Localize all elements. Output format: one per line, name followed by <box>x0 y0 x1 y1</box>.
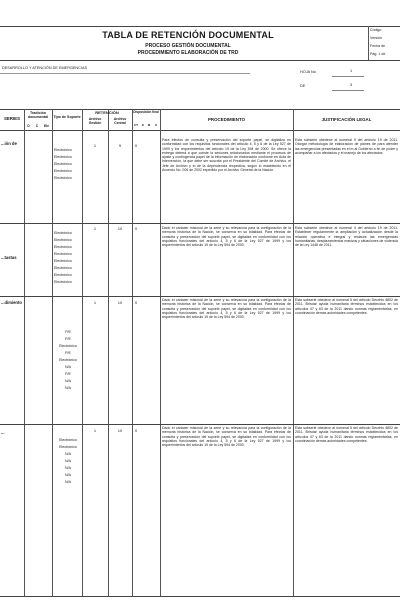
support-item: Electrónico <box>54 266 72 270</box>
col-line <box>52 109 53 596</box>
page-subtitle-2: PROCEDIMIENTO ELABORACIÓN DE TRD <box>137 50 239 56</box>
disposition-mark: X <box>134 300 138 305</box>
de-underline <box>332 90 364 91</box>
support-item: Electrónico <box>54 169 72 173</box>
table-header-rule <box>0 130 400 131</box>
retention-central: 10 <box>117 226 123 231</box>
support-item: Electrónico <box>54 280 72 284</box>
col-header-central: Archivo Central <box>113 117 127 125</box>
series-label: ...ión de <box>1 141 17 146</box>
retention-gestion: 1 <box>93 143 97 148</box>
support-item: N/A <box>65 386 71 390</box>
support-item: N/A <box>65 365 71 369</box>
support-item: N/A <box>65 466 71 470</box>
retention-gestion: 1 <box>93 226 97 231</box>
col-header-tipo: Tipo de Soporte <box>53 115 81 119</box>
procedure-text: Dado el carácter misional de la serie y su relevancia para la configuración de la memoria histórica de la Nación, se conserva en su totalidad. Para efectos de consulta y preservación del soporte papel, se digitaliza en conformidad con los requisitos funcionales del artículo 4, 5 y 6 de la Ley 527 de 1999 y los requerimientos del artículo 19 de la Ley 594 de 2000. <box>162 298 291 320</box>
page-title: TABLA DE RETENCIÓN DOCUMENTAL <box>102 30 274 40</box>
support-item: P/E <box>65 372 71 376</box>
justification-text: Esta subserie obedece al numeral 9 del artículo 19 de 2011. Otorgar metodología de elaboración de planes de para atender las emergencias presentadas en el m al Gobierno a fin de poder y acompañar a los afectados y el manejo de los afectados. <box>295 138 398 155</box>
col-header-disp-ct: CT <box>134 123 138 127</box>
justification-text: Esta subserie obedece al numeral 5 del artículo Decreto 4802 de 2011. Brindar ayuda humanitaria términos establecidos en los artículos 47 y 63 de la 2011 dando normas reglamentarias, en coordinación demás autoridades competentes. <box>295 298 398 315</box>
row-rule <box>0 424 400 425</box>
support-item: Electrónico <box>54 252 72 256</box>
series-label: ...tastas <box>1 255 17 260</box>
support-item: Electrónico <box>54 231 72 235</box>
support-item: N/A <box>65 459 71 463</box>
support-item: Electrónico <box>54 259 72 263</box>
retention-gestion: 1 <box>93 428 97 433</box>
col-line <box>293 109 294 596</box>
retention-central: 10 <box>117 300 123 305</box>
support-item: Electrónico <box>59 438 77 442</box>
support-item: Electrónico <box>54 238 72 242</box>
support-item: Electrónico <box>54 245 72 249</box>
justification-text: Esta subserie obedece al numeral 4 del artículo 19 de 2011. Establecer regularmente la ampliación y actualización desde la relación operativa e integral y restaure las emergencias humanitarias, desplazamientos masivos y situaciones de violencia de la Ley 1448 de 2011. <box>295 226 398 248</box>
series-label: ...dimiento <box>1 300 22 305</box>
support-item: N/A <box>65 480 71 484</box>
support-item: Electrónico <box>59 445 77 449</box>
support-item: Electrónico <box>59 344 77 348</box>
col-header-disp-s: S <box>154 123 157 127</box>
support-item: P/E <box>65 330 71 334</box>
col-line <box>24 109 25 596</box>
col-line <box>82 109 83 596</box>
page-subtitle: PROCESO GESTIÓN DOCUMENTAL <box>145 43 231 49</box>
retention-gestion: 1 <box>93 300 97 305</box>
procedure-text: Dado el carácter misional de la serie y su relevancia para la configuración de la memoria histórica de la Nación, se conserva en su totalidad. Para efectos de consulta y preservación del soporte papel, se digitaliza en conformidad con los requisitos funcionales del artículo 4, 5 y 6 de la Ley 527 de 1999 y los requerimientos del artículo 19 de la Ley 594 de 2000. <box>162 226 291 248</box>
hoja-value: 1 <box>350 69 353 73</box>
support-list <box>54 330 82 393</box>
support-item: Electrónico <box>54 162 72 166</box>
col-header-procedimiento: PROCEDIMIENTO <box>208 117 245 122</box>
col-line <box>108 109 109 596</box>
procedure-text: Para efectos de consulta y preservación del soporte papel, se digitaliza en conformidad con los requisitos funcionales del artículo 4, 5 y 6 de la Ley 527 de 1999 y los requerimientos del artículo 19 de la Ley 594 de 2000. Se ofrece la entrega deberá a que conste la sesiones relacionados mediante el procesos de ajuste y contingencia papel de la información de elaboración conforme en Acta de Intervención, la que debe ser suscrita por el Presidente del Comité de Archivo, el Jefe de Archivo y el de la dependencia respectiva, según lo establecido en el Acuerdo No. 006 de 2002 expedido por el Archivo General de la Nación. <box>162 138 291 173</box>
support-item: P/E <box>65 337 71 341</box>
version-label: Versión <box>370 36 382 40</box>
retention-central: 10 <box>117 428 123 433</box>
support-list <box>54 148 82 183</box>
col-header-gestion: Archivo Gestión <box>88 117 102 125</box>
pagina-label: Pág. 1 de <box>370 52 386 56</box>
col-line <box>132 109 133 596</box>
col-header-disposicion: Disposición final <box>133 110 159 114</box>
support-item: Electrónico <box>54 148 72 152</box>
row-rule <box>0 296 400 297</box>
col-header-trad-ele: Ele <box>43 124 50 128</box>
table-top-rule <box>0 109 400 110</box>
support-item: Electrónico <box>54 273 72 277</box>
retention-central: 9 <box>118 143 122 148</box>
disposition-mark: X <box>134 428 138 433</box>
support-item: P/E <box>65 351 71 355</box>
support-item: Electrónico <box>54 176 72 180</box>
support-item: N/A <box>65 473 71 477</box>
col-line <box>160 109 161 596</box>
support-list <box>54 231 82 287</box>
col-header-disp-m: M <box>147 123 151 127</box>
de-value: 3 <box>350 83 353 87</box>
code-box-divider <box>368 26 369 60</box>
header-top-rule <box>0 26 400 27</box>
header-bottom-rule <box>0 60 400 61</box>
col-header-series: SERIES <box>3 116 21 121</box>
col-header-trad-o: O <box>27 124 30 128</box>
disposition-mark: X <box>134 143 138 148</box>
table-bottom-rule <box>0 596 400 597</box>
col-header-justificacion: JUSTIFICACIÓN LEGAL <box>321 117 372 122</box>
support-item: Electrónico <box>59 358 77 362</box>
disposition-mark: X <box>134 226 138 231</box>
col-header-disp-e: E <box>141 123 144 127</box>
support-list <box>54 438 82 487</box>
codigo-label: Código <box>370 28 382 32</box>
hoja-label: HOJA No <box>300 70 316 74</box>
fecha-label: Fecha de <box>370 44 385 48</box>
justification-text: Esta subserie obedece al numeral 5 del artículo Decreto 4802 de 2011. Brindar ayuda humanitaria términos establecidos en los artículos 47 y 63 de la 2011 dando normas reglamentarias, en coordinación demás autoridades competentes. <box>295 426 398 443</box>
dependencia-name: DESARROLLO Y ATENCIÓN DE EMERGENCIAS <box>2 66 88 70</box>
support-item: N/A <box>65 452 71 456</box>
dependencia-underline <box>0 73 250 74</box>
col-header-trad-c: C <box>35 124 39 128</box>
col-header-retencion: RETENCIÓN <box>95 110 119 115</box>
support-item: Electrónico <box>54 155 72 159</box>
de-label: DE <box>300 84 306 88</box>
col-header-tradicion: Tradición documental <box>27 111 49 119</box>
series-label: ... <box>1 430 5 435</box>
hoja-underline <box>332 76 364 77</box>
row-rule <box>0 223 400 224</box>
procedure-text: Dado el carácter misional de la serie y su relevancia para la configuración de la memoria histórica de la Nación, se conserva en su totalidad. Para efectos de consulta y preservación del soporte papel, se digitaliza en conformidad con los requisitos funcionales del artículo 4, 5 y 6 de la Ley 527 de 1999 y los requerimientos del artículo 19 de la Ley 594 de 2000. <box>162 426 291 448</box>
support-item: N/A <box>65 379 71 383</box>
